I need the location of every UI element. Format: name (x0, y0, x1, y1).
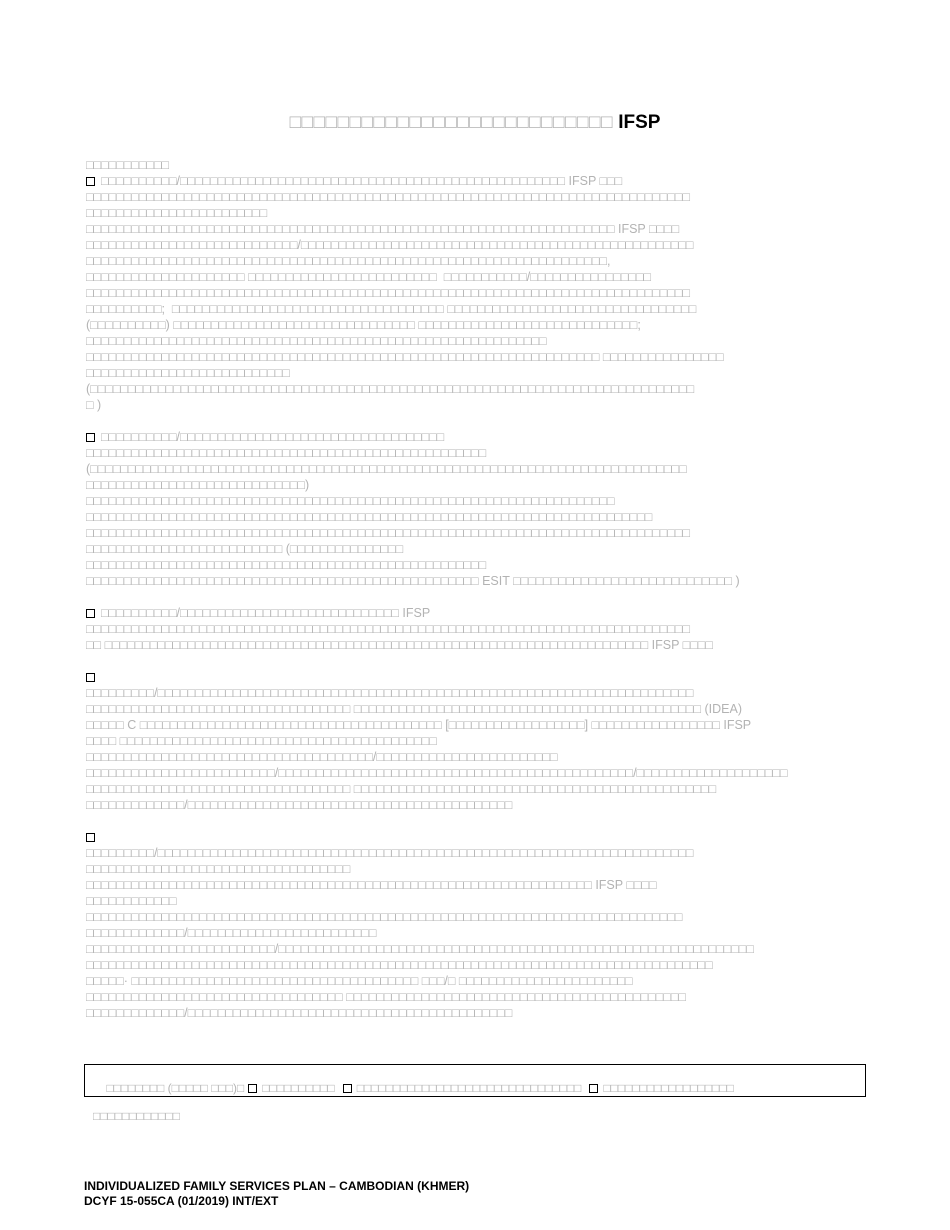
body-line (86, 749, 868, 765)
body-line (86, 317, 868, 333)
body-line (86, 685, 868, 701)
body-line (86, 909, 868, 925)
body-text: □□□□□□□□□□□□□□□□□□□□□□□□□/□□□□□□□□□□□□□□□□□□□□□□□□□□□□□□□□□□□□□□□□□□□□□□□/□□□□□□□□□□□□□□□□□□□□ (86, 766, 788, 780)
body-text: □□□□□□□□□□□□□□□□□□□□□□□□□□□□□) (86, 478, 310, 492)
body-text: □□□□□□□□□□□□□□□□□□□□□□□□□□□□□□□□□□□□□□□□□□□□□□□□□□□□□□□□□□□□□□□□□□□□□□□□□□□□□□□ (86, 910, 683, 924)
body-line (86, 957, 868, 973)
body-line (86, 797, 868, 813)
language-label: □□□□□□□□ (□□□□□ □□□)□ (106, 1081, 245, 1095)
language-options-box (84, 1064, 866, 1123)
body-line (86, 637, 868, 653)
body-line (86, 877, 868, 893)
body-line (86, 461, 868, 477)
body-text: (□□□□□□□□□□) □□□□□□□□□□□□□□□□□□□□□□□□□□□□□□□□ □□□□□□□□□□□□□□□□□□□□□□□□□□□□□; (86, 318, 641, 332)
option-checkbox[interactable] (86, 609, 95, 618)
body-line (86, 1005, 868, 1021)
body-line (86, 221, 868, 237)
option-checkbox[interactable] (86, 433, 95, 442)
body-line (86, 845, 868, 861)
body-line (86, 893, 868, 909)
language-box-line2: □□□□□□□□□□□□ (93, 1109, 180, 1123)
option-checkbox[interactable] (86, 177, 95, 186)
page-title (0, 112, 950, 134)
body-text: □□□□□□□□□□□□□□□□□□□□□□□□□□□□□□□□□□□□□□□□□□□□□□□□□□□□□□□□□□□□□□□□□□□□□□□□□□□□□□□□ (86, 286, 691, 300)
body-text: (□□□□□□□□□□□□□□□□□□□□□□□□□□□□□□□□□□□□□□□□□□□□□□□□□□□□□□□□□□□□□□□□□□□□□□□□□□□□□□□□ (86, 382, 695, 396)
option-1-label: □□□□□□□□□□ (262, 1081, 335, 1095)
section-1-heading (86, 157, 868, 173)
body-line (86, 253, 868, 269)
body-text: □□□□□□□□□□□□□□□□□□□□□□□□□□□□□□□□□□□□□□□□□□□□□□□□□□□□□□□□□□□□□□□□□□□□□□ IFSP □□□□ (86, 222, 680, 236)
body-text: □□□□ □□□□□□□□□□□□□□□□□□□□□□□□□□□□□□□□□□□□□□□□□□ (86, 734, 437, 748)
section-5-option (86, 829, 868, 845)
option-2-checkbox[interactable] (343, 1084, 352, 1093)
section-1-heading-text: □□□□□□□□□□□ (86, 158, 170, 172)
body-line (86, 189, 868, 205)
body-text: □□□□□□□□□□□□□□□□□□□□□□□□□□□□□□□□□□□□□□□□□□□□□□□□□□□□□□□□□□□□□□□□□□□□□□□□□□□□□□□□ (86, 190, 691, 204)
form-footer (84, 1179, 469, 1209)
body-line (86, 509, 868, 525)
body-text: □□□□□□□□□□□□□□□□□□□□□□□□□□□□□□□□□□□□□□□□□□□□□□□□□□□□□□□□□□□□□□□□□□□ IFSP □□□□ (86, 878, 657, 892)
option-3-checkbox[interactable] (589, 1084, 598, 1093)
title-khmer: □□□□□□□□□□□□□□□□□□□□□□□□□□□ (289, 112, 613, 133)
body-line (86, 541, 868, 557)
body-line (86, 621, 868, 637)
body-text: □□□□□□□□□□□□□□□□□□□□□□□□□□□□/□□□□□□□□□□□□□□□□□□□□□□□□□□□□□□□□□□□□□□□□□□□□□□□□□□□□ (86, 238, 694, 252)
document-body (86, 157, 868, 1021)
section-2-option (86, 429, 868, 445)
body-text: □□□□□· □□□□□□□□□□□□□□□□□□□□□□□□□□□□□□□□□□□□□□ □□□/□ □□□□□□□□□□□□□□□□□□□□□□□ (86, 974, 633, 988)
option-label: □□□□□□□□□□/□□□□□□□□□□□□□□□□□□□□□□□□□□□□□□□□□□□ (101, 430, 445, 444)
body-line (86, 237, 868, 253)
body-text: □□□□□□□□□□□□□/□□□□□□□□□□□□□□□□□□□□□□□□□□□□□□□□□□□□□□□□□□□ (86, 1006, 513, 1020)
body-line (86, 349, 868, 365)
body-text: □□□□□□□□□□□□□□□□□□□□□□□□□□□□□□□□□□□□□□□□□□□□□□□□□□□□□□□□□□□□□□□□□□□□□□□□□□□□□□□□ (86, 622, 691, 636)
body-text: □□□□□□□□□□□□□□□□□□□□□□□□□□□□□□□□□□□ □□□□□□□□□□□□□□□□□□□□□□□□□□□□□□□□□□□□□□□□□□□□□□ (IDEA) (86, 702, 742, 716)
body-text: □□□□□□□□□□□□□□□□□□□□□□□□□□ (□□□□□□□□□□□□□□□ (86, 542, 404, 556)
body-text: □□□□□□□□□□□□□□□□□□□□□□□□□□□□□□□□□□□□□□□□□□□□□□□□□□□□□□□□□□□□□□□□□□□□□□□□□□□□□□□□□□□ (86, 958, 713, 972)
option-2-label: □□□□□□□□□□□□□□□□□□□□□□□□□□□□□□□ (356, 1081, 582, 1095)
body-text: □□□□□□□□□□; □□□□□□□□□□□□□□□□□□□□□□□□□□□□□□□□□□□□ □□□□□□□□□□□□□□□□□□□□□□□□□□□□□□□□□ (86, 302, 697, 316)
body-line (86, 445, 868, 461)
body-line (86, 861, 868, 877)
body-line (86, 525, 868, 541)
option-checkbox[interactable] (86, 673, 95, 682)
body-line (86, 557, 868, 573)
body-text: □□□□□□□□□□□□□□□□□□□□□□□□□□□□□□□□□□□□□□□□□□□□□□□□□□□□□□□□□□□□□□□□□□□□□, (86, 254, 611, 268)
body-text: □□□□□□□□□□□□□□□□□□□□□□□□ (86, 206, 268, 220)
body-line (86, 973, 868, 989)
section-3-option (86, 605, 868, 621)
body-text: □□□□□□□□□□□□□□□□□□□□□□□□□□□□□□□□□□□ □□□□□□□□□□□□□□□□□□□□□□□□□□□□□□□□□□□□□□□□□□□□□□□□ (86, 782, 717, 796)
body-line (86, 397, 868, 413)
body-line (86, 301, 868, 317)
body-text: □□□□□□□□□□□□□/□□□□□□□□□□□□□□□□□□□□□□□□□ (86, 926, 377, 940)
body-line (86, 573, 868, 589)
body-text: □□□□□□□□□□□□□□□□□□□□□□□□□□□□□□□□□□□□□□□□□□□□□□□□□□□□□ (86, 558, 487, 572)
body-text: □□□□□□□□□□□□□□□□□□□□□□□□□□□□□□□□□□□□□□□□□□□□□□□□□□□□□□□□□□□□□ (86, 334, 547, 348)
body-text: □□□□□□□□□□□□□□□□□□□□□□□□□□□□□□□□□□□□□□□□□□□□□□□□□□□□□ (86, 446, 487, 460)
body-text: □□□□□□□□□□□□□□□□□□□□□□□□□□□□□□□□□□□□□□□□□□□□□□□□□□□□□□□□□□□□□□□□□□□□□□ (86, 494, 615, 508)
body-text: □□□□□□□□□□□□□□□□□□□□□□□□□□□ (86, 366, 290, 380)
body-line (86, 717, 868, 733)
title-suffix: IFSP (612, 112, 661, 133)
body-text: □□□□□□□□□□□□□□□□□□□□□□□□□□□□□□□□□□□□□□□□□□□□□□□□□□□□□□□□□□□□□□□□□□□□ □□□□□□□□□□□□□□□□ (86, 350, 724, 364)
body-line (86, 477, 868, 493)
body-line (86, 365, 868, 381)
body-line (86, 733, 868, 749)
body-text: □□□□□□□□□□□□□□□□□□□□□□□□□□□□□□□□□□□ (86, 862, 351, 876)
body-text: (□□□□□□□□□□□□□□□□□□□□□□□□□□□□□□□□□□□□□□□□□□□□□□□□□□□□□□□□□□□□□□□□□□□□□□□□□□□□□□□ (86, 462, 687, 476)
option-label: □□□□□□□□□□/□□□□□□□□□□□□□□□□□□□□□□□□□□□□□ IFSP (101, 606, 431, 620)
body-line (86, 701, 868, 717)
body-line (86, 285, 868, 301)
body-line (86, 765, 868, 781)
body-text: □□□□□□□□□□□□□□□□□□□□□□□□□□□□□□□□□□□□□□□□□□□□□□□□□□□□ ESIT □□□□□□□□□□□□□□□□□□□□□□□□□□□□□ ) (86, 574, 740, 588)
body-text: □□□□□□□□□/□□□□□□□□□□□□□□□□□□□□□□□□□□□□□□□□□□□□□□□□□□□□□□□□□□□□□□□□□□□□□□□□□□□□□□□ (86, 846, 694, 860)
body-line (86, 269, 868, 285)
body-text: □□□□□□□□□□□□□□□□□□□□□□□□□□□□□□□□□□□□□□/□□□□□□□□□□□□□□□□□□□□□□□□ (86, 750, 558, 764)
body-line (86, 941, 868, 957)
option-label: □□□□□□□□□□/□□□□□□□□□□□□□□□□□□□□□□□□□□□□□□□□□□□□□□□□□□□□□□□□□□□ IFSP □□□ (101, 174, 623, 188)
body-text: □□□□□□□□□□□□□□□□□□□□□□□□□□□□□□□□□□□□□□□□□□□□□□□□□□□□□□□□□□□□□□□□□□□□□□□□□□□ (86, 510, 653, 524)
body-text: □□□□□□□□□/□□□□□□□□□□□□□□□□□□□□□□□□□□□□□□□□□□□□□□□□□□□□□□□□□□□□□□□□□□□□□□□□□□□□□□□ (86, 686, 694, 700)
body-text: □ ) (86, 398, 102, 412)
form-name: INDIVIDUALIZED FAMILY SERVICES PLAN – CAMBODIAN (KHMER) (84, 1179, 470, 1193)
body-line (86, 205, 868, 221)
body-line (86, 333, 868, 349)
body-text: □□□□□□□□□□□□□□□□□□□□□ □□□□□□□□□□□□□□□□□□□□□□□□□ □□□□□□□□□□□/□□□□□□□□□□□□□□□□ (86, 270, 652, 284)
option-3-label: □□□□□□□□□□□□□□□□□□ (603, 1081, 734, 1095)
body-text: □□□□□□□□□□□□□□□□□□□□□□□□□/□□□□□□□□□□□□□□□□□□□□□□□□□□□□□□□□□□□□□□□□□□□□□□□□□□□□□□□□□□□□□□□ (86, 942, 754, 956)
body-text: □□□□□ C □□□□□□□□□□□□□□□□□□□□□□□□□□□□□□□□□□□□□□□□ [□□□□□□□□□□□□□□□□□□] □□□□□□□□□□□□□□□□□ IFSP (86, 718, 752, 732)
body-line (86, 989, 868, 1005)
body-text: □□□□□□□□□□□□□□□□□□□□□□□□□□□□□□□□□□ □□□□□□□□□□□□□□□□□□□□□□□□□□□□□□□□□□□□□□□□□□□□□ (86, 990, 686, 1004)
body-text: □□ □□□□□□□□□□□□□□□□□□□□□□□□□□□□□□□□□□□□□□□□□□□□□□□□□□□□□□□□□□□□□□□□□□□□□□□□ IFSP □□□□ (86, 638, 713, 652)
section-1-option (86, 173, 868, 189)
body-text: □□□□□□□□□□□□□□□□□□□□□□□□□□□□□□□□□□□□□□□□□□□□□□□□□□□□□□□□□□□□□□□□□□□□□□□□□□□□□□□□ (86, 526, 691, 540)
option-checkbox[interactable] (86, 833, 95, 842)
form-number: DCYF 15-055CA (01/2019) INT/EXT (84, 1194, 279, 1208)
body-text: □□□□□□□□□□□□ (86, 894, 177, 908)
option-1-checkbox[interactable] (248, 1084, 257, 1093)
body-line (86, 493, 868, 509)
body-line (86, 781, 868, 797)
body-text: □□□□□□□□□□□□□/□□□□□□□□□□□□□□□□□□□□□□□□□□□□□□□□□□□□□□□□□□□ (86, 798, 513, 812)
body-line (86, 925, 868, 941)
section-4-option (86, 669, 868, 685)
body-line (86, 381, 868, 397)
